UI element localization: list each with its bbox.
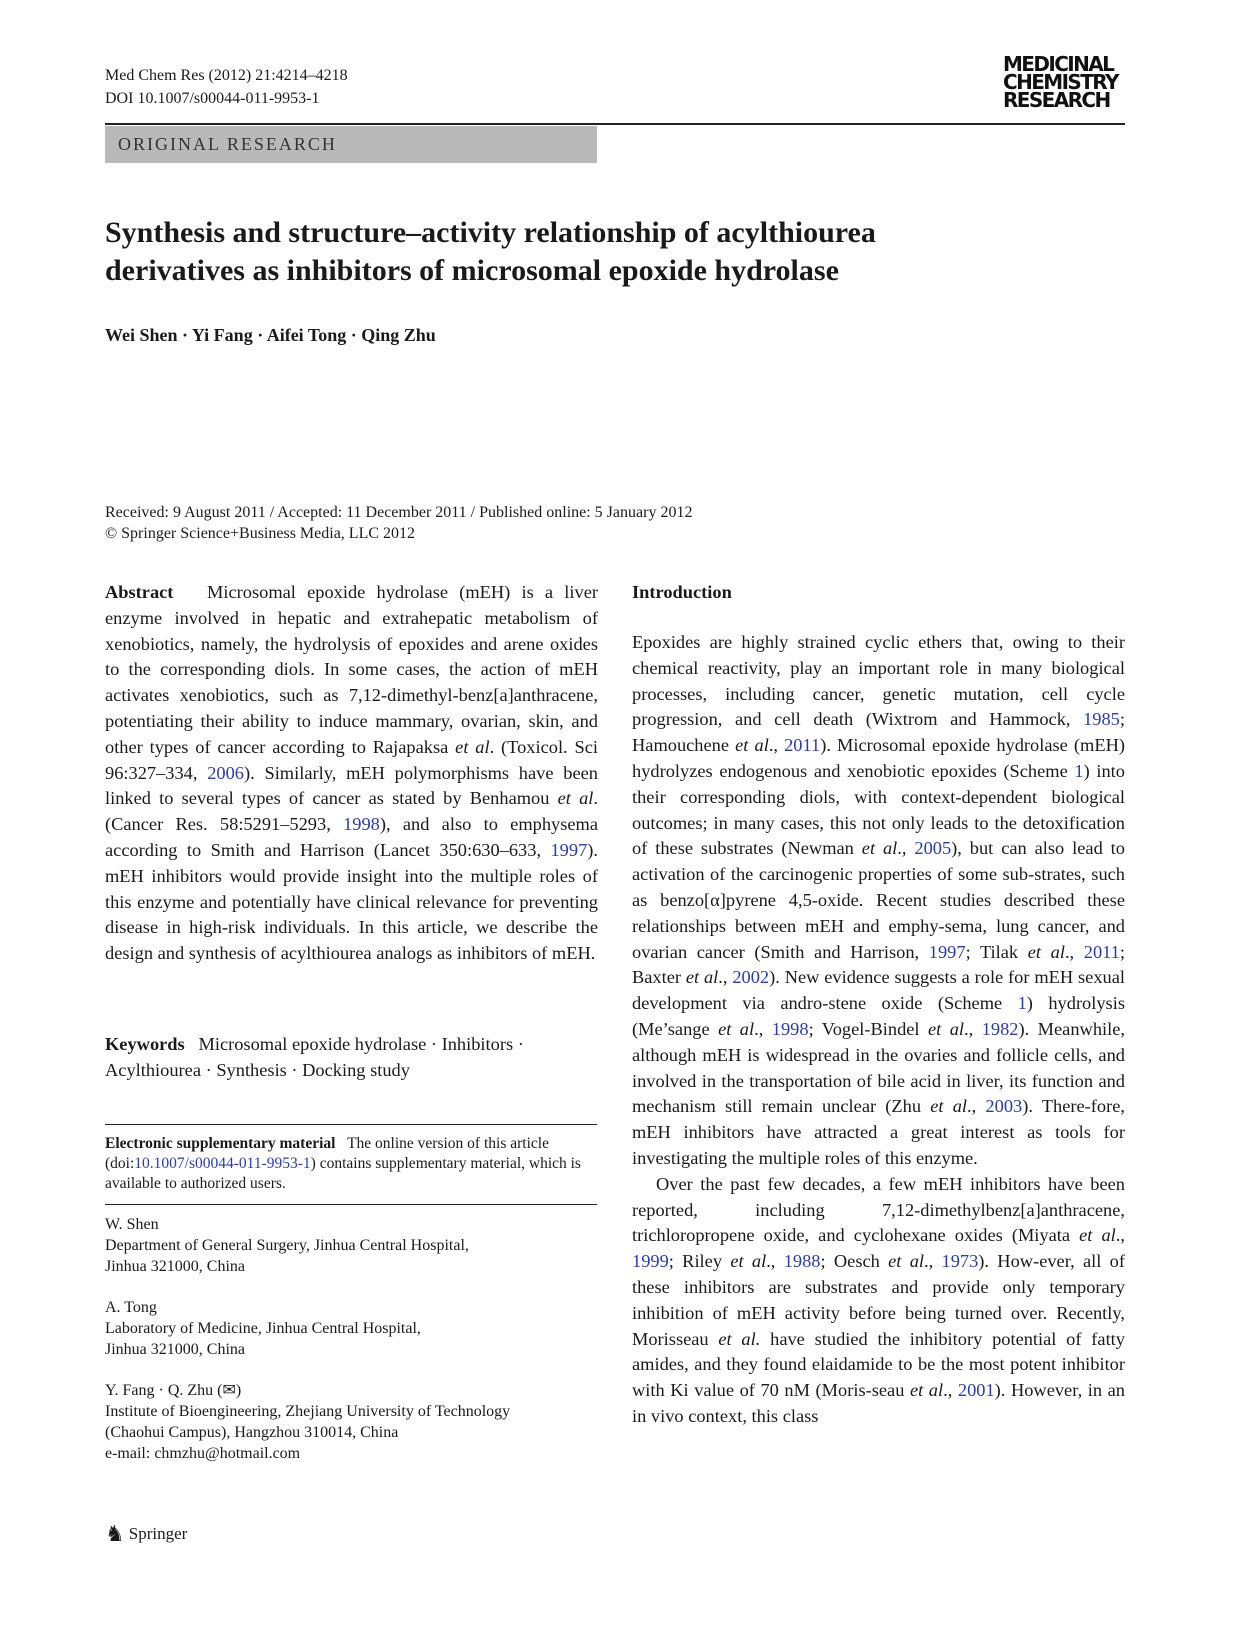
affiliation-fang-zhu: Y. Fang · Q. Zhu (✉) Institute of Bioengineering, Zhejiang University of Technology (Chaohui Campus), Hangzhou 310014, China e-mail: chmzhu@hotmail.com: [105, 1380, 605, 1464]
copyright: © Springer Science+Business Media, LLC 2012: [105, 525, 416, 542]
author-list: Wei Shen · Yi Fang · Aifei Tong · Qing Zhu: [105, 325, 436, 345]
ref-link[interactable]: 2003: [985, 1096, 1023, 1117]
abstract-label: Abstract: [105, 582, 174, 602]
ref-link[interactable]: 1982: [981, 1018, 1019, 1039]
intro-paragraph-2: Over the past few decades, a few mEH inhibitors have been reported, including 7,12-dimethylbenz[a]anthracene, trichloropropene oxide, and cyclohexane oxides (Miyata et al., 1999; Riley et al., 1988; Oesch et al., 1973). How-ever, all of these inhibitors are substrates and provide only temporary inhibition of mEH activity before being turned over. Recently, Morisseau et al. have studied the inhibitory potential of fatty amides, and they found elaidamide to be the most potent inhibitor with Ki value of 70 nM (Moris-seau et al., 2001). However, in an in vivo context, this class: [632, 1173, 1125, 1426]
affiliation-tong: A. Tong Laboratory of Medicine, Jinhua Central Hospital, Jinhua 321000, China: [105, 1299, 421, 1358]
scheme-link[interactable]: 1: [1074, 760, 1084, 781]
article-title: Synthesis and structure–activity relationship of acylthiourea derivatives as inhibitors of microsomal epoxide hydrolase: [105, 216, 876, 287]
ref-link[interactable]: 2011: [1083, 941, 1120, 962]
publisher-name: Springer: [128, 1524, 188, 1543]
ref-link[interactable]: 1997: [550, 839, 588, 860]
citation-header: [105, 64, 348, 110]
journal-logo: MEDICINAL CHEMISTRY RESEARCH: [1003, 52, 1118, 112]
affiliation-shen: W. Shen Department of General Surgery, Jinhua Central Hospital, Jinhua 321000, China: [105, 1216, 469, 1275]
ref-link[interactable]: 2001: [957, 1380, 995, 1401]
esm-doi-link[interactable]: 10.1007/s00044-011-9953-1: [134, 1155, 311, 1172]
footnote-rule: [105, 1124, 597, 1125]
section-banner: ORIGINAL RESEARCH: [105, 126, 597, 163]
ref-link[interactable]: 2006: [207, 762, 244, 783]
keywords-label: Keywords: [105, 1034, 185, 1054]
esm-note: Electronic supplementary material The online version of this article (doi:10.1007/s00044-011-9953-1) contains supplementary material, which is available to authorized users.: [105, 1135, 581, 1192]
contact-email[interactable]: e-mail: chmzhu@hotmail.com: [105, 1445, 301, 1462]
header-rule: [105, 123, 1125, 125]
ref-link[interactable]: 1988: [783, 1251, 821, 1272]
keywords: Keywords Microsomal epoxide hydrolase · Inhibitors · Acylthiourea · Synthesis · Docking study: [105, 1034, 524, 1080]
scheme-link[interactable]: 1: [1017, 993, 1027, 1014]
ref-link[interactable]: 1985: [1083, 709, 1120, 730]
affiliation-rule: [105, 1204, 597, 1205]
page-footer: [105, 1523, 187, 1545]
ref-link[interactable]: 1998: [343, 814, 380, 835]
introduction-heading: Introduction: [632, 582, 732, 602]
ref-link[interactable]: 2005: [914, 838, 952, 859]
ref-link[interactable]: 1997: [928, 941, 966, 962]
ref-link[interactable]: 2011: [784, 735, 821, 756]
intro-paragraph-1: Epoxides are highly strained cyclic ethers that, owing to their chemical reactivity, play an important role in many biological processes, including cancer, genetic mutation, cell cycle progression, and cell death (Wixtrom and Hammock, 1985; Hamouchene et al., 2011). Microsomal epoxide hydrolase (mEH) hydrolyzes endogenous and xenobiotic epoxides (Scheme 1) into their corresponding diols, with context-dependent biological outcomes; in many cases, this not only leads to the detoxification of these substrates (Newman et al., 2005), but can also lead to activation of the carcinogenic properties of some sub-strates, such as benzo[α]pyrene 4,5-oxide. Recent studies described these relationships between mEH and emphy-sema, lung cancer, and ovarian cancer (Smith and Harrison, 1997; Tilak et al., 2011; Baxter et al., 2002). New evidence suggests a role for mEH sexual development via andro-stene oxide (Scheme 1) hydrolysis (Me’sange et al., 1998; Vogel-Bindel et al., 1982). Meanwhile, although mEH is widespread in the ovaries and follicle cells, and involved in the transportation of bile acid in liver, its function and mechanism still remain unclear (Zhu et al., 2003). There-fore, mEH inhibitors have attracted a great interest as tools for investigating the multiple roles of this enzyme.: [632, 632, 1125, 1168]
publication-dates: Received: 9 August 2011 / Accepted: 11 December 2011 / Published online: 5 January 2012 © Springer Science+Business Media, LLC 2012: [105, 504, 693, 542]
ref-link[interactable]: 1998: [771, 1018, 809, 1039]
springer-horse-icon: ♞: [105, 1521, 125, 1546]
journal-citation: Med Chem Res (2012) 21:4214–4218: [105, 67, 348, 84]
affiliations: [105, 1214, 605, 1464]
ref-link[interactable]: 2002: [732, 967, 770, 988]
doi-line: DOI 10.1007/s00044-011-9953-1: [105, 90, 320, 107]
abstract: Abstract Microsomal epoxide hydrolase (mEH) is a liver enzyme involved in hepatic and extrahepatic metabolism of xenobiotics, namely, the hydrolysis of epoxides and arene oxides to the corresponding diols. In some cases, the action of mEH activates xenobiotics, such as 7,12-dimethyl-benz[a]anthracene, potentiating their ability to induce mammary, ovarian, skin, and other types of cancer according to Rajapaksa et al. (Toxicol. Sci 96:327–334, 2006). Similarly, mEH polymorphisms have been linked to several types of cancer as stated by Benhamou et al. (Cancer Res. 58:5291–5293, 1998), and also to emphysema according to Smith and Harrison (Lancet 350:630–633, 1997). mEH inhibitors would provide insight into the multiple roles of this enzyme and potentially have clinical relevance for preventing disease in high-risk individuals. In this article, we describe the design and synthesis of acylthiourea analogs as inhibitors of mEH.: [105, 582, 599, 964]
ref-link[interactable]: 1973: [941, 1251, 979, 1272]
introduction-body: [632, 630, 1125, 1430]
ref-link[interactable]: 1999: [632, 1251, 669, 1272]
